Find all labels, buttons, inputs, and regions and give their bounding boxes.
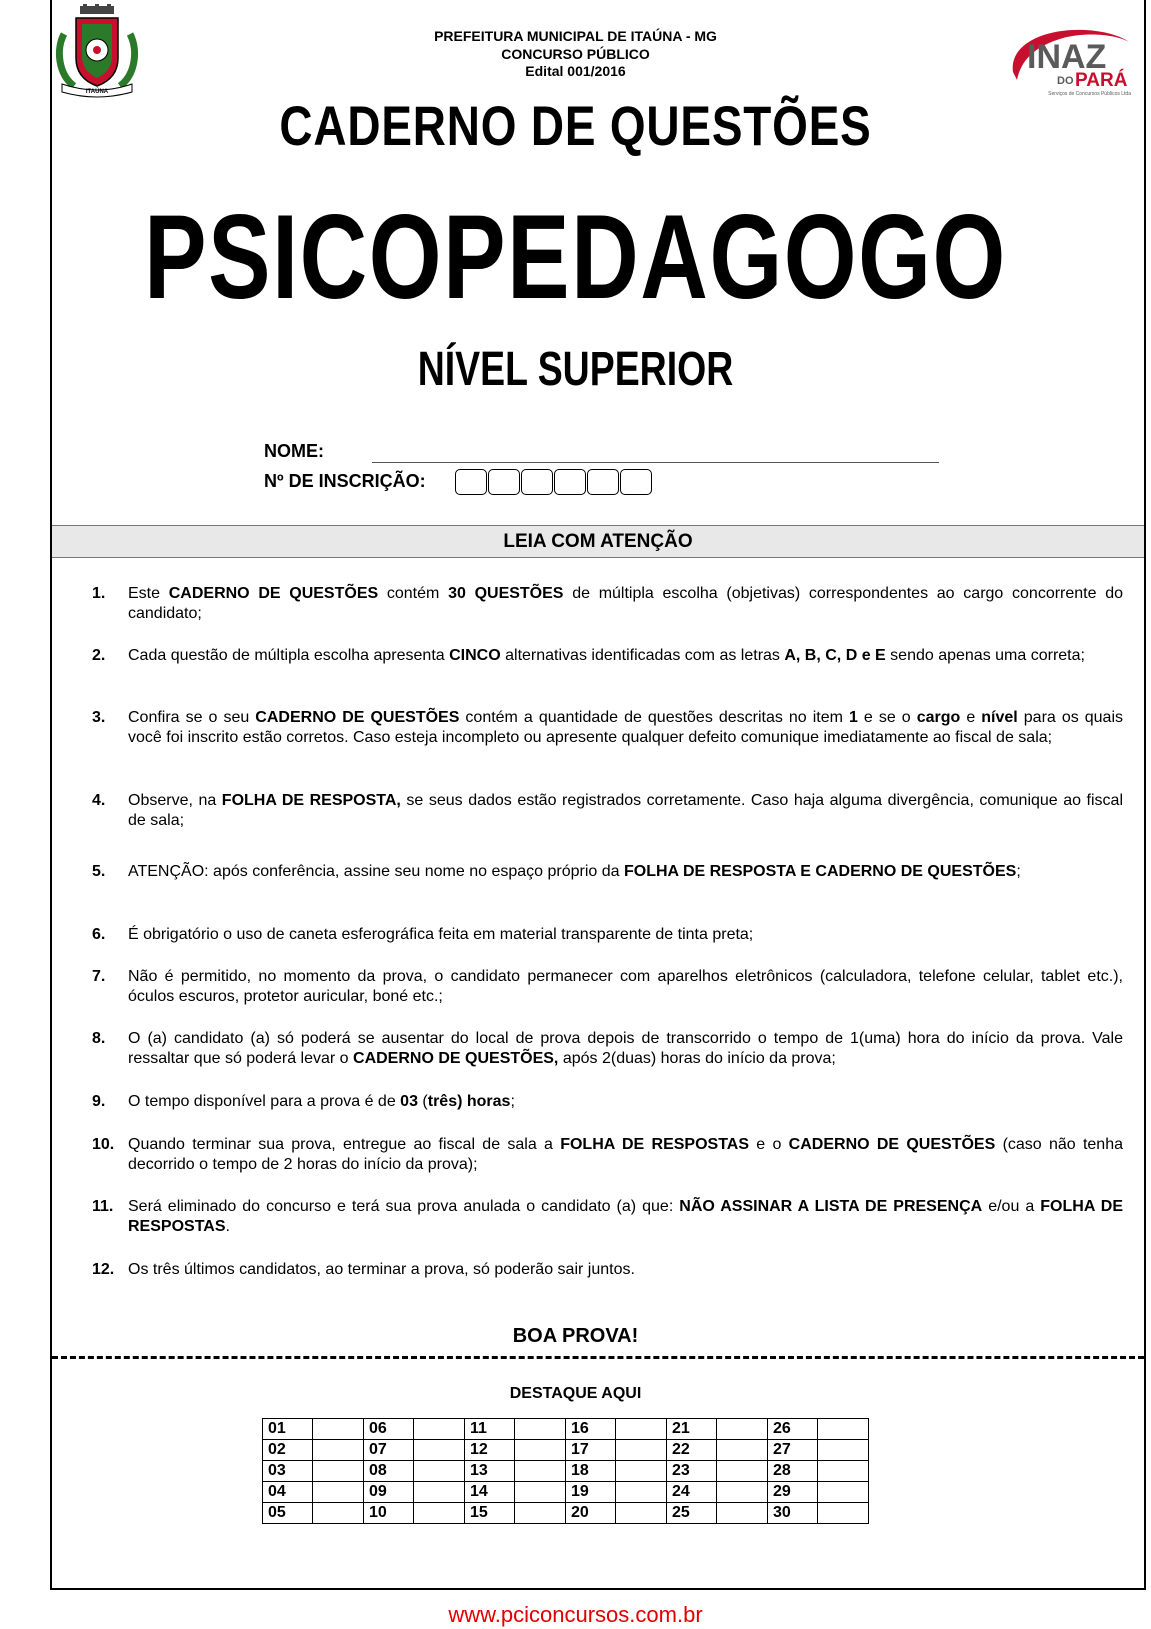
instruction-plain-text: sendo apenas uma correta; [885, 647, 1085, 664]
instruction-text [128, 1029, 1123, 1069]
instruction-text [128, 1135, 1123, 1175]
answer-cell[interactable] [414, 1419, 465, 1440]
instruction-plain-text: ATENÇÃO: após conferência, assine seu nome no espaço próprio da [128, 863, 624, 880]
instruction-text [128, 862, 1123, 882]
title-cargo: PSICOPEDAGOGO [144, 190, 1007, 324]
answer-cell[interactable] [414, 1482, 465, 1503]
answer-cell[interactable] [717, 1419, 768, 1440]
inscricao-box[interactable] [587, 469, 619, 495]
instruction-bold-text: CADERNO DE QUESTÕES [168, 585, 379, 602]
instruction-bold-text: CADERNO DE QUESTÕES [255, 709, 460, 726]
instruction-plain-text: e se o [857, 709, 917, 726]
instruction-number: 1. [92, 585, 106, 602]
answer-cell[interactable] [313, 1440, 364, 1461]
answer-row [263, 1419, 869, 1440]
instruction-plain-text: alternativas identificadas com as letras [500, 647, 785, 664]
instruction-bold-text: NÃO ASSINAR A LISTA DE PRESENÇA [679, 1198, 983, 1215]
answer-grid [262, 1418, 869, 1524]
instruction-bold-text: 30 QUESTÕES [448, 585, 564, 602]
question-number: 16 [566, 1419, 616, 1440]
instruction-plain-text: Não é permitido, no momento da prova, o candidato permanecer com aparelhos eletrônicos (calculadora, telefone celular, tablet etc.), óculos escuros, protetor auricular, boné etc.; [128, 968, 1123, 1005]
instruction-item [92, 925, 1123, 945]
destaque-aqui-text: DESTAQUE AQUI [509, 1385, 642, 1402]
instruction-number: 5. [92, 863, 106, 880]
header-line-2: CONCURSO PÚBLICO [501, 46, 650, 62]
question-number: 24 [667, 1482, 717, 1503]
inscricao-box[interactable] [488, 469, 520, 495]
title-nivel: NÍVEL SUPERIOR [417, 343, 734, 396]
instruction-number: 3. [92, 709, 106, 726]
instruction-plain-text: ; [510, 1093, 515, 1110]
answer-cell[interactable] [414, 1440, 465, 1461]
instruction-bold-text: FOLHA DE RESPOSTAS [128, 1198, 1124, 1235]
inscricao-label: Nº DE INSCRIÇÃO: [264, 471, 426, 491]
instruction-number: 8. [92, 1030, 106, 1047]
instruction-plain-text: O tempo disponível para a prova é de [128, 1093, 401, 1110]
instruction-plain-text: ; [1016, 863, 1021, 880]
instruction-text [128, 791, 1123, 831]
answer-cell[interactable] [717, 1440, 768, 1461]
question-number: 29 [768, 1482, 818, 1503]
question-number: 21 [667, 1419, 717, 1440]
instruction-number: 10. [92, 1136, 115, 1153]
instruction-bold-text: FOLHA DE RESPOSTA, [221, 792, 401, 809]
instruction-item [92, 646, 1123, 666]
answer-cell[interactable] [717, 1482, 768, 1503]
instruction-bold-text: cargo [916, 709, 961, 726]
instruction-plain-text: Cada questão de múltipla escolha apresenta [128, 647, 450, 664]
question-number: 18 [566, 1461, 616, 1482]
answer-cell[interactable] [515, 1440, 566, 1461]
header-line-1: PREFEITURA MUNICIPAL DE ITAÚNA - MG [434, 28, 717, 44]
question-number: 30 [768, 1503, 818, 1524]
answer-cell[interactable] [414, 1461, 465, 1482]
instruction-plain-text: e/ou a [982, 1198, 1041, 1215]
instruction-plain-text: e o [749, 1136, 789, 1153]
answer-cell[interactable] [818, 1482, 869, 1503]
instruction-item [92, 1029, 1123, 1069]
question-number: 19 [566, 1482, 616, 1503]
crest-banner-text: ITAÚNA [85, 89, 109, 95]
instruction-text [128, 584, 1123, 624]
instruction-item [92, 1260, 1123, 1280]
instruction-bold-text: 03 [400, 1093, 418, 1110]
answer-cell[interactable] [515, 1503, 566, 1524]
answer-row [263, 1440, 869, 1461]
answer-cell[interactable] [414, 1503, 465, 1524]
question-number: 08 [364, 1461, 414, 1482]
question-number: 25 [667, 1503, 717, 1524]
answer-cell[interactable] [818, 1419, 869, 1440]
answer-cell[interactable] [313, 1503, 364, 1524]
question-number: 09 [364, 1482, 414, 1503]
instruction-text [128, 1092, 1123, 1112]
boa-prova-text: BOA PROVA! [512, 1325, 639, 1347]
instruction-plain-text: Quando terminar sua prova, entregue ao fiscal de sala a [128, 1136, 561, 1153]
question-number: 13 [465, 1461, 515, 1482]
question-number: 03 [263, 1461, 313, 1482]
instruction-item [92, 862, 1123, 882]
instruction-plain-text: Os três últimos candidatos, ao terminar a prova, só poderão sair juntos. [128, 1261, 635, 1278]
answer-cell[interactable] [818, 1503, 869, 1524]
question-number: 20 [566, 1503, 616, 1524]
instruction-plain-text: O (a) candidato (a) só poderá se ausentar do local de prova depois de transcorrido o tempo de 1(uma) hora do início da prova. Vale ressaltar que só poderá levar o [128, 1030, 1123, 1067]
instruction-plain-text: se seus dados estão registrados corretamente. Caso haja alguma divergência, comunique ao fiscal de sala; [128, 792, 1124, 829]
question-number: 04 [263, 1482, 313, 1503]
instruction-bold-text: CINCO [449, 647, 501, 664]
logo-para-text: PARÁ [1075, 70, 1128, 91]
instruction-number: 11. [92, 1198, 114, 1215]
instruction-bold-text: nível [981, 709, 1018, 726]
answer-row [263, 1503, 869, 1524]
instruction-bold-text: CADERNO DE QUESTÕES [788, 1136, 996, 1153]
instruction-text [128, 967, 1123, 1007]
answer-cell[interactable] [515, 1419, 566, 1440]
inscricao-box[interactable] [455, 469, 487, 495]
instruction-bold-text: 1 [849, 709, 858, 726]
answer-cell[interactable] [616, 1482, 667, 1503]
inscricao-box[interactable] [521, 469, 553, 495]
question-number: 05 [263, 1503, 313, 1524]
instruction-plain-text: e [960, 709, 982, 726]
instruction-bold-text: A, B, C, D e E [784, 647, 886, 664]
question-number: 12 [465, 1440, 515, 1461]
leia-com-atencao-heading: LEIA COM ATENÇÃO [52, 525, 1144, 558]
answer-cell[interactable] [313, 1482, 364, 1503]
instruction-text [128, 925, 1123, 945]
nome-label: NOME: [264, 441, 324, 461]
instruction-bold-text: FOLHA DE RESPOSTAS [560, 1136, 750, 1153]
question-number: 26 [768, 1419, 818, 1440]
instruction-plain-text: Este [128, 585, 169, 602]
instruction-item [92, 1197, 1123, 1237]
instruction-plain-text: ( [417, 1093, 428, 1110]
answer-row [263, 1482, 869, 1503]
instruction-bold-text: CADERNO DE QUESTÕES, [353, 1050, 559, 1067]
instruction-number: 4. [92, 792, 106, 809]
instruction-plain-text: É obrigatório o uso de caneta esferográfica feita em material transparente de tinta preta; [128, 926, 754, 943]
instruction-plain-text: contém a quantidade de questões descritas no item [459, 709, 849, 726]
instruction-item [92, 584, 1123, 624]
instruction-plain-text: após 2(duas) horas do início da prova; [558, 1050, 836, 1067]
answer-cell[interactable] [616, 1440, 667, 1461]
question-number: 22 [667, 1440, 717, 1461]
instruction-number: 2. [92, 647, 106, 664]
instruction-item [92, 967, 1123, 1007]
instruction-item [92, 1135, 1123, 1175]
question-number: 27 [768, 1440, 818, 1461]
instruction-plain-text: de múltipla escolha (objetivas) correspondentes ao cargo concorrente do candidato; [128, 585, 1124, 622]
question-number: 10 [364, 1503, 414, 1524]
cut-line [52, 1356, 1144, 1359]
question-number: 23 [667, 1461, 717, 1482]
question-number: 01 [263, 1419, 313, 1440]
instruction-number: 9. [92, 1093, 106, 1110]
logo-do-text: DO [1057, 75, 1074, 87]
answer-cell[interactable] [515, 1482, 566, 1503]
question-number: 06 [364, 1419, 414, 1440]
logo-sub-text: Serviços de Concursos Públicos Ltda [1048, 91, 1131, 97]
instruction-text [128, 1260, 1123, 1280]
instruction-bold-text: FOLHA DE RESPOSTA E CADERNO DE QUESTÕES [623, 863, 1017, 880]
instruction-plain-text: (caso não tenha decorrido o tempo de 2 horas do início da prova); [128, 1136, 1123, 1173]
answer-cell[interactable] [818, 1440, 869, 1461]
question-number: 15 [465, 1503, 515, 1524]
instruction-plain-text: Confira se o seu [128, 709, 256, 726]
answer-cell[interactable] [717, 1503, 768, 1524]
question-number: 14 [465, 1482, 515, 1503]
instruction-plain-text: Será eliminado do concurso e terá sua prova anulada o candidato (a) que: [128, 1198, 680, 1215]
instruction-number: 12. [92, 1261, 115, 1278]
question-number: 11 [465, 1419, 515, 1440]
instruction-text [128, 708, 1123, 748]
answer-cell[interactable] [515, 1461, 566, 1482]
instruction-plain-text: Observe, na [128, 792, 222, 809]
header-line-3: Edital 001/2016 [525, 63, 626, 79]
logo-main-text: INAZ [1027, 38, 1107, 76]
question-number: 17 [566, 1440, 616, 1461]
question-number: 07 [364, 1440, 414, 1461]
instruction-plain-text: . [225, 1218, 230, 1235]
answer-cell[interactable] [313, 1461, 364, 1482]
inscricao-box[interactable] [554, 469, 586, 495]
answer-cell[interactable] [818, 1461, 869, 1482]
instruction-text [128, 1197, 1123, 1237]
answer-row [263, 1461, 869, 1482]
question-number: 28 [768, 1461, 818, 1482]
instruction-text [128, 646, 1123, 666]
instruction-plain-text: para os quais você foi inscrito estão corretos. Caso esteja incompleto ou apresente qualquer defeito comunique imediatamente ao fiscal de sala; [128, 709, 1124, 746]
inscricao-box[interactable] [620, 469, 652, 495]
footer-url[interactable]: www.pciconcursos.com.br [448, 1602, 703, 1627]
instruction-plain-text: contém [378, 585, 449, 602]
answer-cell[interactable] [616, 1419, 667, 1440]
title-caderno: CADERNO DE QUESTÕES [279, 94, 872, 157]
instruction-item [92, 791, 1123, 831]
instruction-number: 7. [92, 968, 106, 985]
nome-line[interactable] [372, 462, 939, 463]
instruction-bold-text: três) horas [427, 1093, 511, 1110]
question-number: 02 [263, 1440, 313, 1461]
answer-cell[interactable] [717, 1461, 768, 1482]
instruction-item [92, 708, 1123, 748]
instruction-item [92, 1092, 1123, 1112]
answer-cell[interactable] [616, 1503, 667, 1524]
answer-cell[interactable] [313, 1419, 364, 1440]
instruction-number: 6. [92, 926, 106, 943]
answer-cell[interactable] [616, 1461, 667, 1482]
